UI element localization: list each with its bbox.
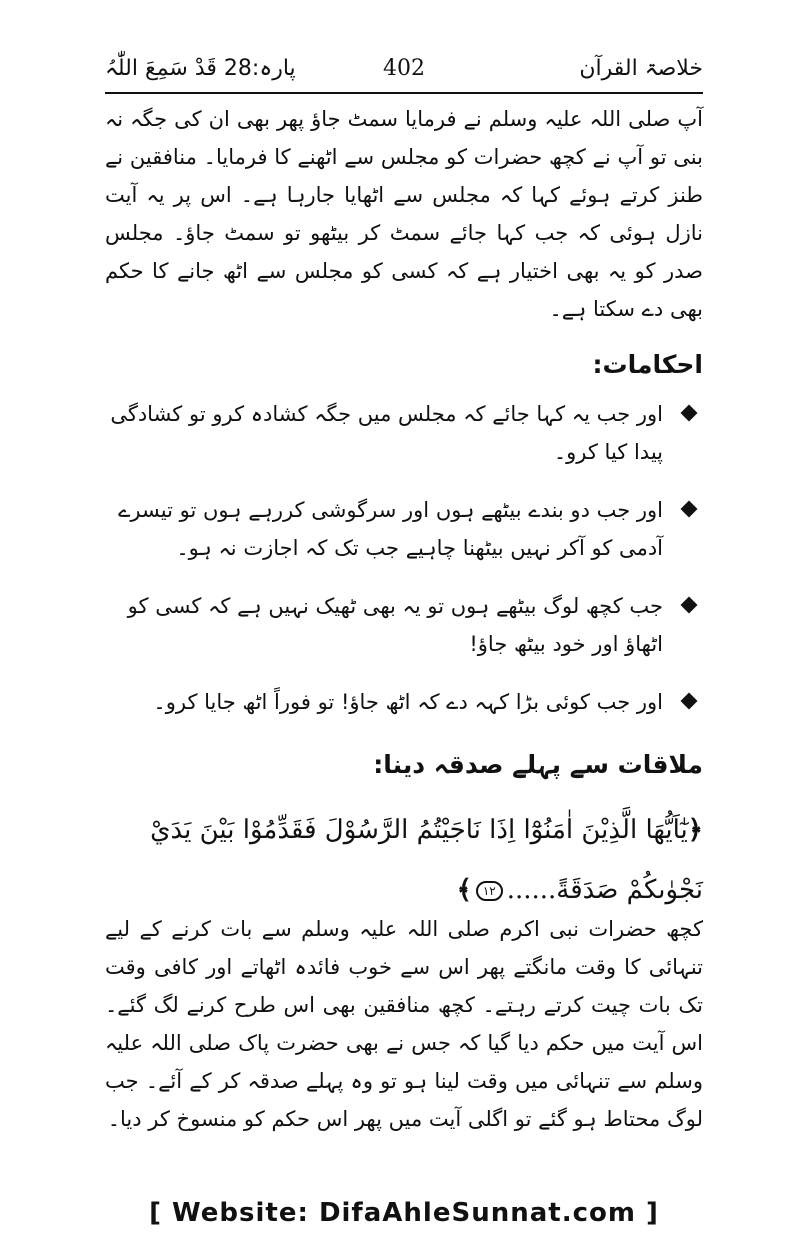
list-item <box>105 683 703 721</box>
diamond-bullet-icon <box>681 693 698 710</box>
page-number: 402 <box>383 56 425 81</box>
page-header <box>105 50 703 90</box>
ayah-open-bracket: ﴿ <box>687 815 703 845</box>
intro-paragraph: آپ صلی اللہ علیہ وسلم نے فرمایا سمٹ جاؤ پھر بھی ان کی جگہ نہ بنی تو آپ نے کچھ حضرات کو مجلس سے اٹھنے کا فرمایا۔ منافقین نے طنز کرتے ہوئے کہا کہ مجلس سے اٹھایا جارہا ہے۔ اس پر یہ آیت نازل ہوئی کہ جب کہا جائے سمٹ کر بیٹھو تو سمٹ جاؤ۔ مجلس صدر کو یہ بھی اختیار ہے کہ کسی کو مجلس سے اٹھ جانے کا حکم بھی دے سکتا ہے۔ <box>105 107 703 321</box>
ahkam-list <box>105 395 703 741</box>
book-title: خلاصۃ القرآن <box>579 56 703 81</box>
diamond-bullet-icon <box>681 405 698 422</box>
list-item <box>105 395 703 471</box>
ayah-number-marker: ١٢ <box>476 881 503 901</box>
list-item <box>105 491 703 567</box>
list-item-text: اور جب دو بندے بیٹھے ہوں اور سرگوشی کررہے ہوں تو تیسرے آدمی کو آکر نہیں بیٹھنا چاہیے جب تک کہ اجازت نہ ہو۔ <box>118 498 663 560</box>
ahkam-heading: احکامات: <box>592 350 703 379</box>
website-footer: [ Website: DifaAhleSunnat.com ] <box>149 1198 659 1228</box>
sadqa-paragraph: کچھ حضرات نبی اکرم صلی اللہ علیہ وسلم سے بات کرنے کے لیے تنہائی کا وقت مانگتے پھر اس سے خوب فائدہ اٹھاتے اور کافی وقت تک بات چیت کرتے رہتے۔ کچھ منافقین بھی اس طرح کرنے لگ گئے۔ اس آیت میں حکم دیا گیا کہ جس نے بھی حضرت پاک صلی اللہ علیہ وسلم سے تنہائی میں وقت لینا ہو تو وہ پہلے صدقہ کر کے آئے۔ جب لوگ محتاط ہو گئے تو اگلی آیت میں پھر اس حکم کو منسوخ کر دیا۔ <box>105 917 703 1131</box>
list-item-text: اور جب یہ کہا جائے کہ مجلس میں جگہ کشادہ کرو تو کشادگی پیدا کیا کرو۔ <box>110 402 663 464</box>
ayah-text: يٰٓاَيُّهَا الَّذِيْنَ اٰمَنُوْٓا اِذَا نَاجَيْتُمُ الرَّسُوْلَ فَقَدِّمُوْا بَيْنَ يَدَيْ نَجْوٰىكُمْ صَدَقَةً...... <box>150 815 703 905</box>
header-rule <box>105 92 703 94</box>
ayah-close-bracket: ﴾ <box>456 875 472 905</box>
para-info: پارہ:28 قَدْ سَمِعَ اللّٰہُ <box>105 56 296 81</box>
sadqa-heading: ملاقات سے پہلے صدقہ دینا: <box>373 750 703 779</box>
quran-ayah <box>105 800 703 920</box>
diamond-bullet-icon <box>681 597 698 614</box>
diamond-bullet-icon <box>681 501 698 518</box>
list-item-text: جب کچھ لوگ بیٹھے ہوں تو یہ بھی ٹھیک نہیں ہے کہ کسی کو اٹھاؤ اور خود بیٹھ جاؤ! <box>127 594 663 656</box>
list-item-text: اور جب کوئی بڑا کہہ دے کہ اٹھ جاؤ! تو فوراً اٹھ جایا کرو۔ <box>153 690 663 714</box>
list-item <box>105 587 703 663</box>
